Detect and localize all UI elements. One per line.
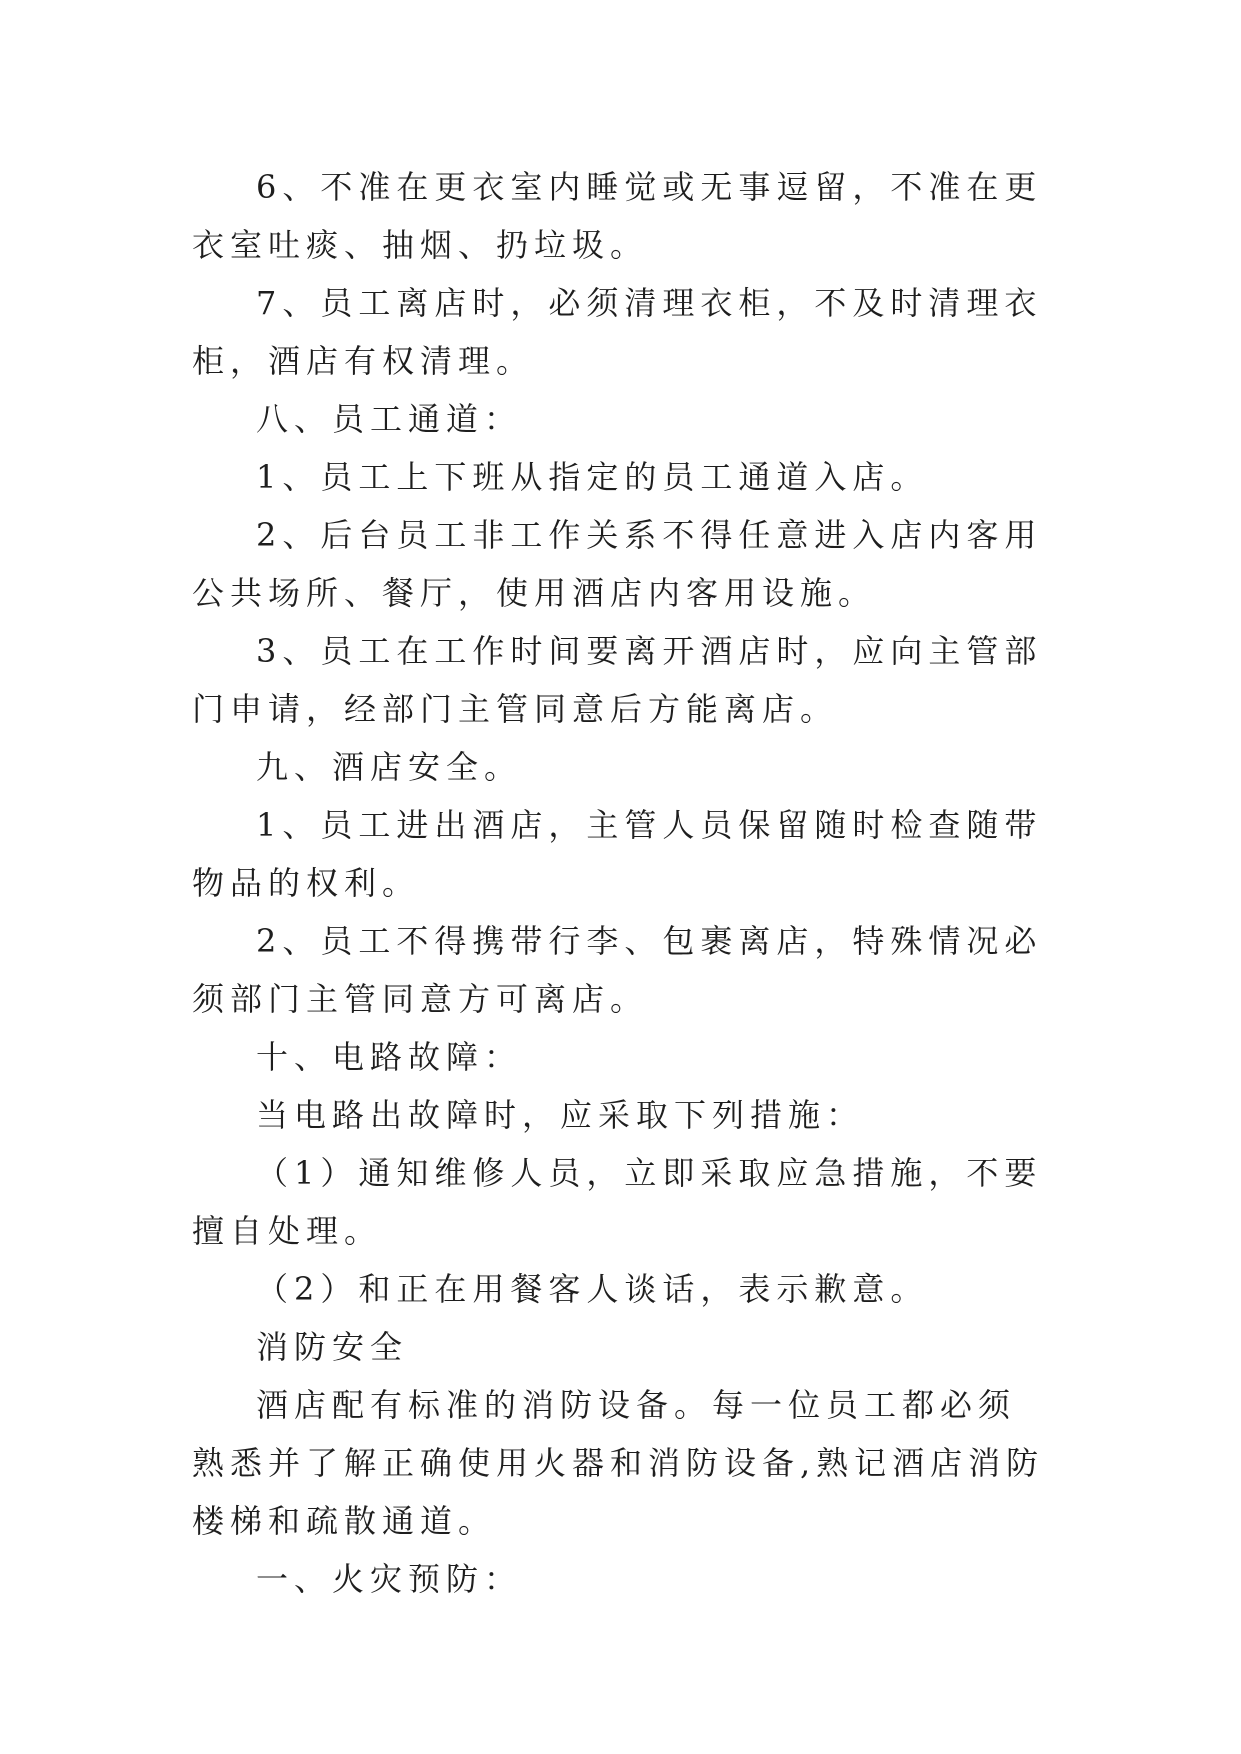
paragraph-fire-equipment: 酒店配有标准的消防设备。每一位员工都必须熟悉并了解正确使用火器和消防设备,熟记酒店消防楼梯和疏散通道。 [192,1386,1045,1540]
section-heading-fire-safety: 消防安全 [256,1328,409,1366]
paragraph-security-rule-1: 1、员工进出酒店，主管人员保留随时检查随带物品的权利。 [192,806,1043,902]
section-heading-circuit-fault: 十、电路故障： [256,1038,523,1076]
paragraph-locker-rule-7: 7、员工离店时，必须清理衣柜，不及时清理衣柜，酒店有权清理。 [192,284,1043,380]
paragraph-passage-rule-3: 3、员工在工作时间要离开酒店时，应向主管部门申请，经部门主管同意后方能离店。 [192,632,1043,728]
paragraph-security-rule-2: 2、员工不得携带行李、包裹离店，特殊情况必须部门主管同意方可离店。 [192,922,1043,1018]
paragraph-circuit-step-1: （1）通知维修人员，立即采取应急措施，不要擅自处理。 [192,1154,1043,1250]
section-heading-hotel-security: 九、酒店安全。 [256,748,523,786]
paragraph-passage-rule-2: 2、后台员工非工作关系不得任意进入店内客用公共场所、餐厅，使用酒店内客用设施。 [192,516,1043,612]
paragraph-locker-rule-6: 6、不准在更衣室内睡觉或无事逗留，不准在更衣室吐痰、抽烟、扔垃圾。 [192,168,1043,264]
section-heading-fire-prevention: 一、火灾预防： [256,1560,523,1598]
paragraph-passage-rule-1: 1、员工上下班从指定的员工通道入店。 [256,458,929,496]
paragraph-circuit-step-2: （2）和正在用餐客人谈话，表示歉意。 [256,1270,929,1308]
section-heading-staff-passage: 八、员工通道： [256,400,523,438]
paragraph-circuit-intro: 当电路出故障时，应采取下列措施： [256,1096,865,1134]
document-body [192,158,1052,1608]
